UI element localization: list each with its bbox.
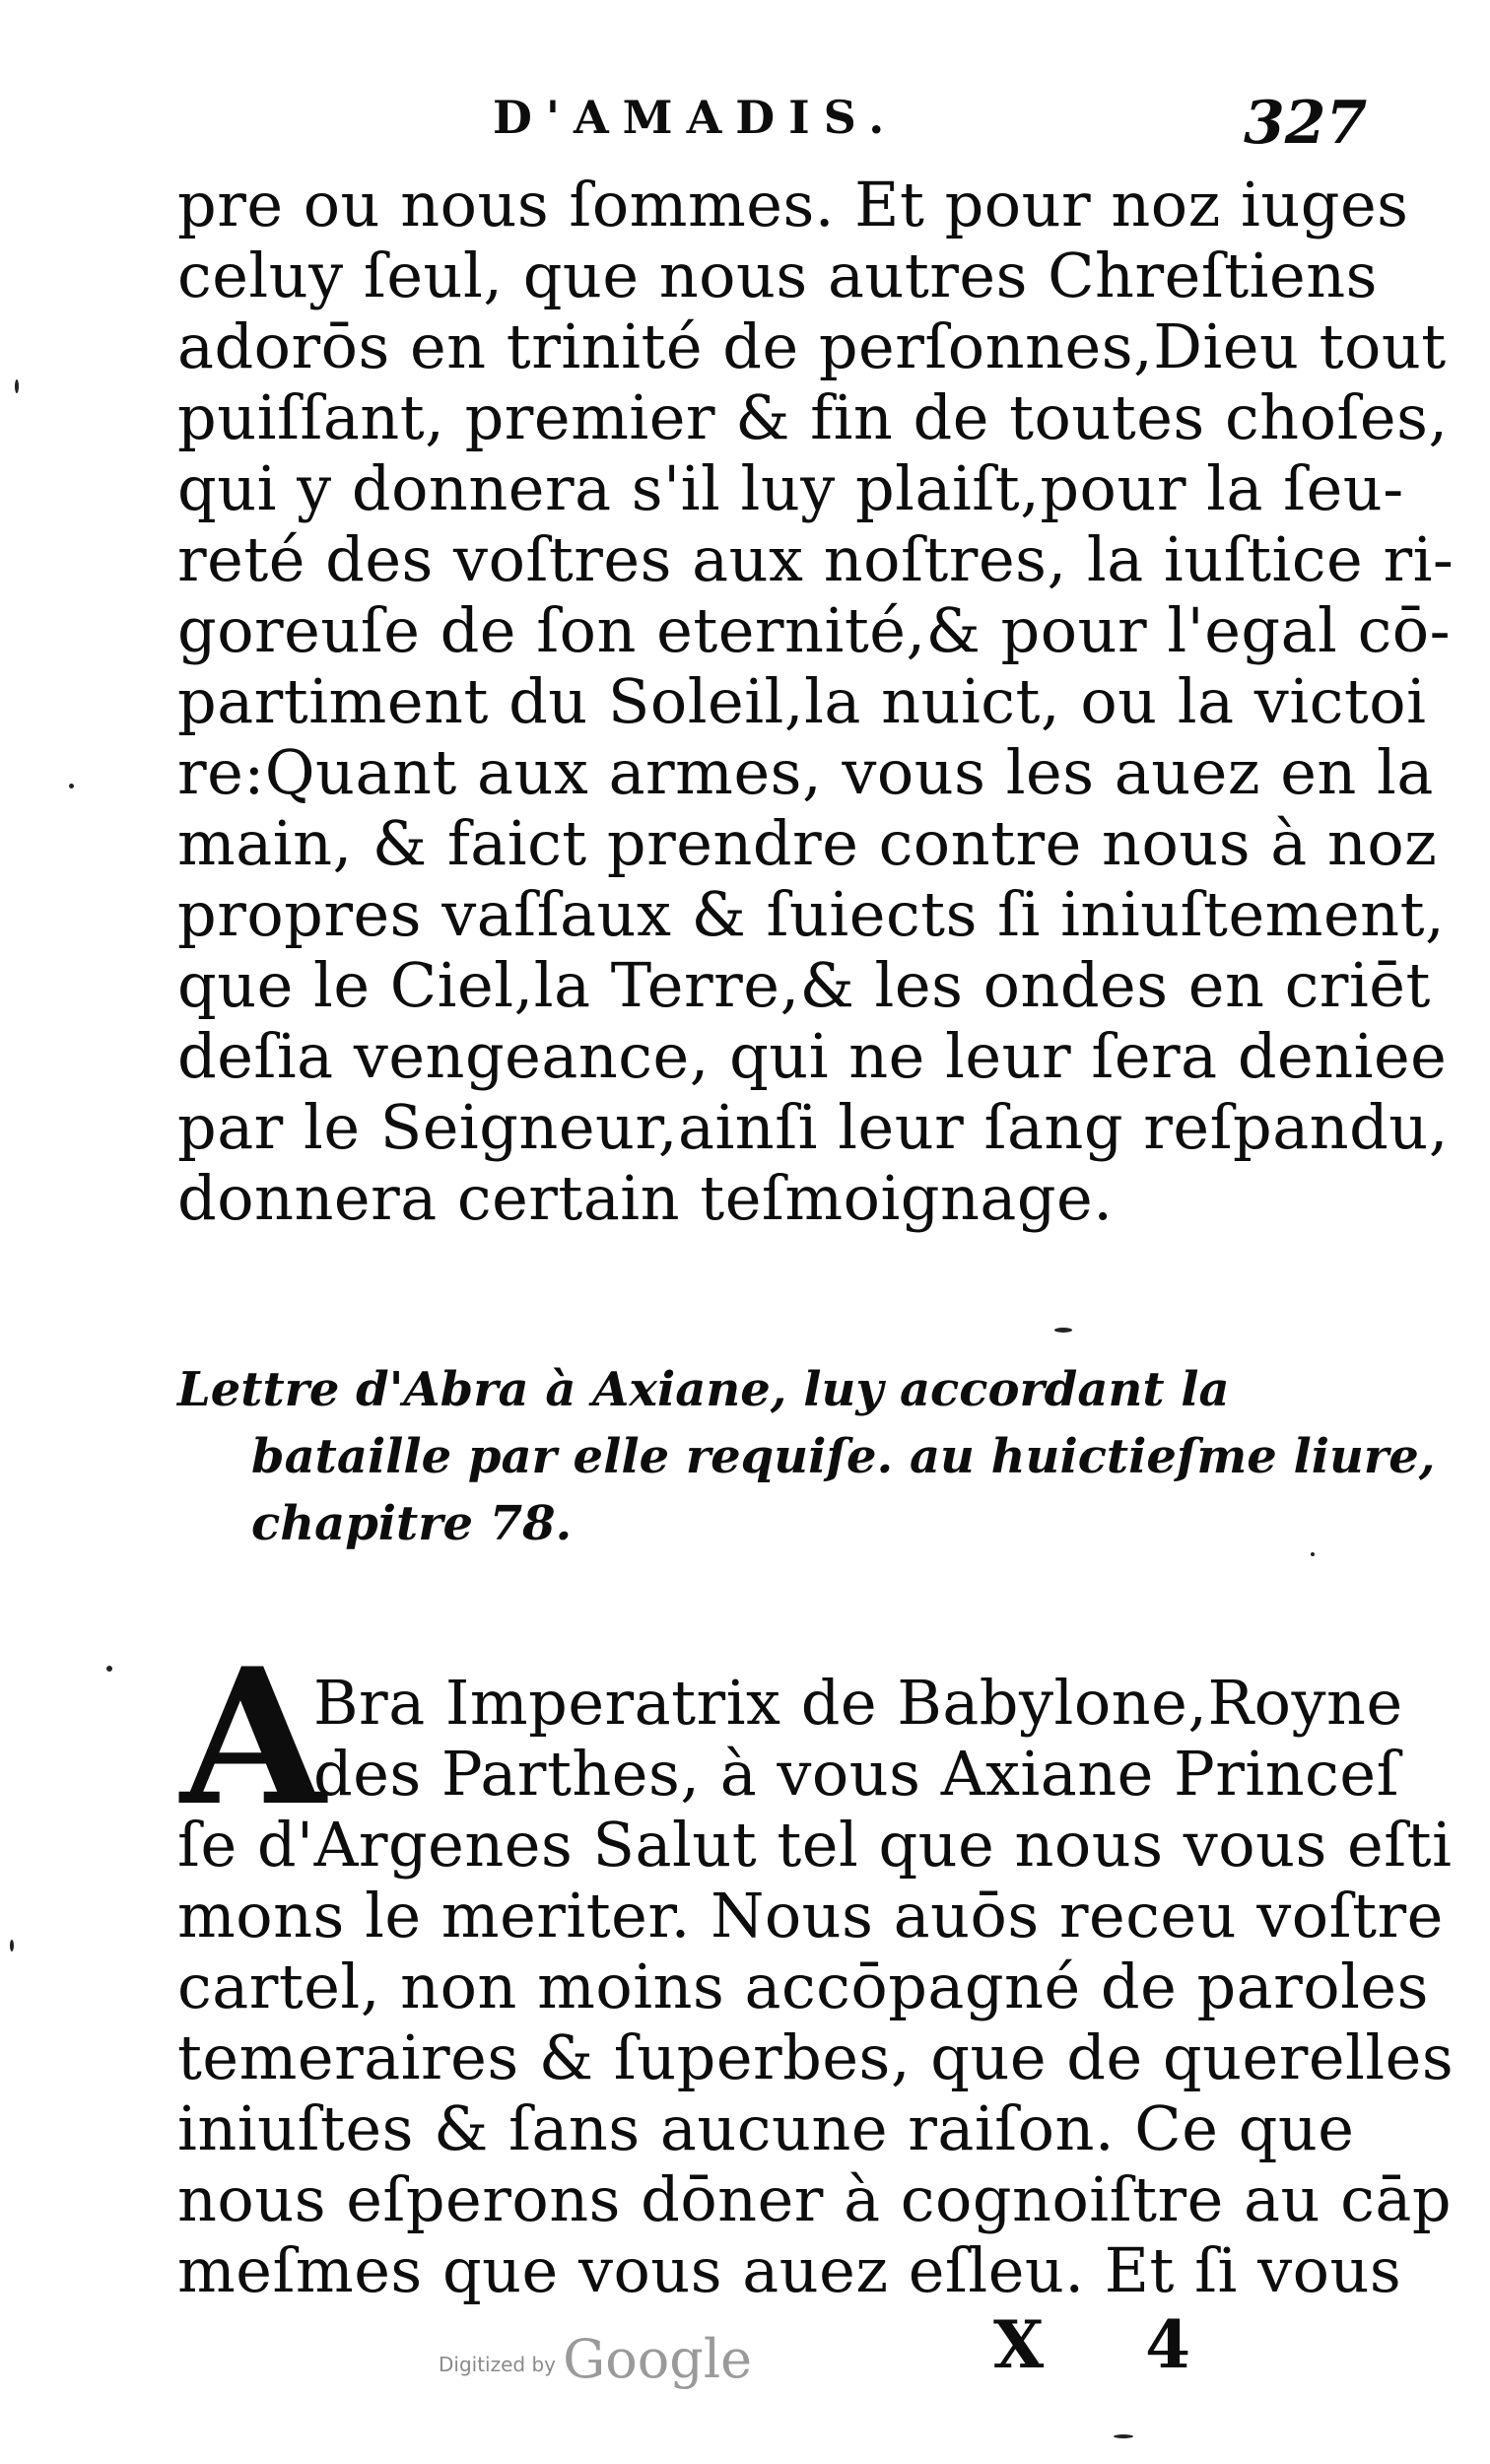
text-line: qui y donnera s'il luy plaiſt,pour la ſeu- (177, 452, 1404, 524)
text-line: Bra Imperatrix de Babylone,Royne (313, 1667, 1403, 1739)
text-line: nous eſperons dōner à cognoiſtre au cāp (177, 2163, 1453, 2235)
text-line: que le Ciel,la Terre,& les ondes en criēt (177, 949, 1431, 1021)
text-line: propres vaſſaux & ſuiects ſi iniuſtement, (177, 878, 1446, 950)
digitized-watermark (439, 2328, 752, 2390)
text-line: temeraires & ſuperbes, que de querelles (177, 2021, 1455, 2093)
page-number: 327 (1244, 89, 1368, 158)
drop-cap: A (180, 1627, 326, 1847)
text-line: deſia vengeance, qui ne leur ſera deniee (177, 1020, 1448, 1092)
text-line: adorōs en trinité de perſonnes,Dieu tout (177, 310, 1447, 382)
text-line: par le Seigneur,ainſi leur ſang reſpandu, (177, 1091, 1449, 1163)
scan-speck (1114, 2434, 1133, 2438)
text-line: partiment du Soleil,la nuict, ou la victoi (177, 665, 1427, 737)
digitized-label: Digitized by (439, 2353, 556, 2376)
text-line: re:Quant aux armes, vous les auez en la (177, 736, 1434, 808)
google-logo: Google (563, 2328, 753, 2390)
text-line: iniuſtes & ſans aucune raiſon. Ce que (177, 2092, 1355, 2164)
signature-mark: X 4 (993, 2306, 1231, 2383)
text-line: reté des voſtres aux noſtres, la iuſtice ri- (177, 523, 1455, 595)
scan-speck (106, 1666, 112, 1672)
rubric-line: bataille par elle requiſe. au huictieſme liure, (251, 1429, 1436, 1484)
scan-speck (10, 1940, 14, 1951)
scan-speck (15, 379, 19, 393)
rubric-line: Lettre d'Abra à Axiane, luy accordant la (177, 1362, 1230, 1417)
text-line: meſmes que vous auez eſleu. Et ſi vous (177, 2234, 1402, 2306)
text-line: ſe d'Argenes Salut tel que nous vous eſti (177, 1809, 1453, 1881)
text-line: puiſſant, premier & fin de toutes choſes, (177, 381, 1449, 453)
text-line: celuy ſeul, que nous autres Chreſtiens (177, 240, 1378, 311)
scan-speck (1054, 1328, 1072, 1333)
rubric-line: chapitre 78. (251, 1496, 573, 1551)
text-line: cartel, non moins accōpagné de paroles (177, 1951, 1429, 2022)
text-line: des Parthes, à vous Axiane Princeſ (313, 1738, 1400, 1810)
text-line: pre ou nous ſommes. Et pour noz iuges (177, 169, 1409, 240)
text-line: donnera certain teſmoignage. (177, 1162, 1114, 1234)
text-line: mons le meriter. Nous auōs receu voſtre (177, 1880, 1444, 1951)
text-line: goreuſe de ſon eternité,& pour l'egal cō- (177, 594, 1452, 666)
scan-speck (1311, 1552, 1315, 1556)
scan-speck (69, 784, 74, 788)
running-title: D'AMADIS. (493, 91, 899, 144)
text-line: main, & faict prendre contre nous à noz (177, 807, 1438, 879)
